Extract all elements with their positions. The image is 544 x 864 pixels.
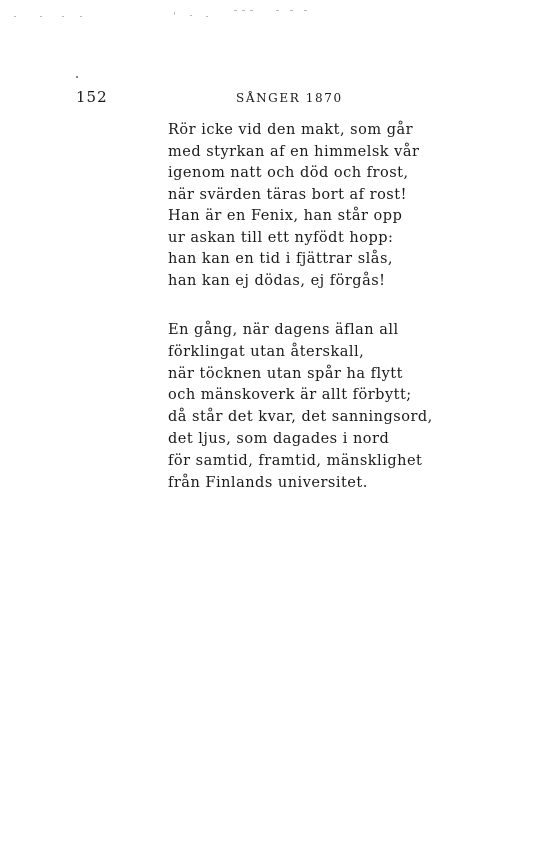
verse-line: igenom natt och död och frost, — [168, 165, 409, 181]
verse-line: med styrkan af en himmelsk vår — [168, 143, 420, 160]
scan-specks-bottom — [0, 40, 544, 60]
verse-line: förklingat utan återskall, — [168, 343, 365, 360]
verse-line: när töcknen utan spår ha flytt — [168, 365, 403, 382]
verse-line: då står det kvar, det sanningsord, — [168, 409, 433, 426]
verse-line: han kan ej dödas, ej förgås! — [168, 272, 386, 289]
scan-speck — [76, 76, 78, 78]
verse-line: Rör icke vid den makt, som går — [168, 122, 414, 138]
verse-line: En gång, när dagens äflan all — [168, 322, 399, 338]
verse-line: ur askan till ett nyfödt hopp: — [168, 229, 394, 246]
stanza-1 — [168, 120, 419, 292]
verse-line: när svärden täras bort af rost! — [168, 186, 407, 203]
verse-line: han kan en tid i fjättrar slås, — [168, 251, 393, 267]
page-number: 152 — [76, 88, 108, 106]
stanza-2 — [168, 320, 433, 494]
scan-specks-top — [0, 0, 544, 40]
running-head: SÅNGER 1870 — [236, 91, 343, 105]
verse-line: det ljus, som dagades i nord — [168, 430, 390, 447]
verse-line: Han är en Fenix, han står opp — [168, 208, 403, 224]
verse-line: för samtid, framtid, mänsklighet — [168, 452, 423, 469]
verse-line: från Finlands universitet. — [168, 474, 368, 491]
verse-line: och mänskoverk är allt förbytt; — [168, 387, 412, 404]
